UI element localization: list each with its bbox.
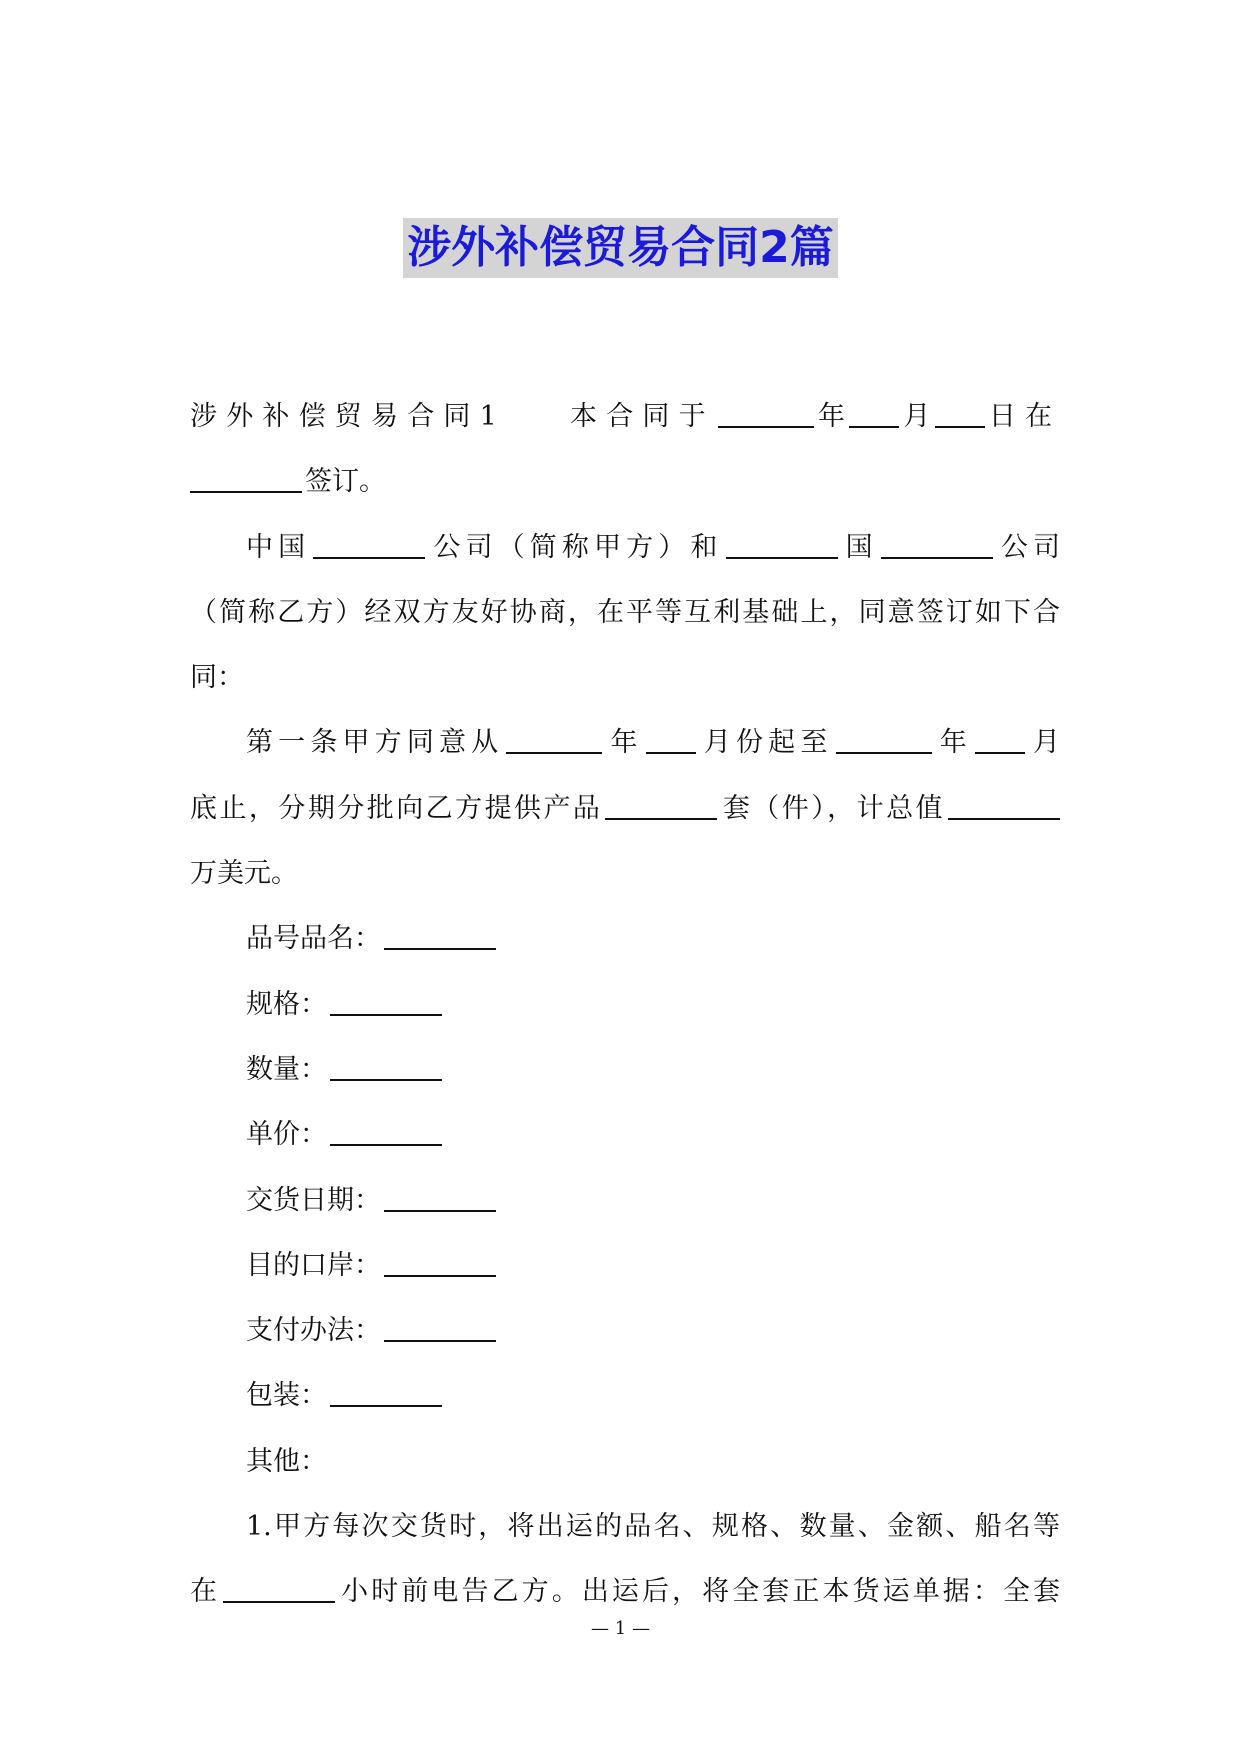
field-label: 其他： [246,1445,327,1477]
blank-field [948,794,1060,820]
text: 月份起至 [698,727,833,759]
document-body [190,384,1060,1625]
text: 公司（简称甲方）和 [428,531,723,563]
paragraph-line-18: 1.甲方每次交货时，将出运的品名、规格、数量、金额、船名等 [246,1511,1060,1543]
blank-field [935,402,985,428]
document-title: 涉外补偿贸易合同2篇 [403,218,838,278]
paragraph-line-4: （简称乙方）经双方友好协商，在平等互利基础上，同意签订如下合 [190,596,1060,628]
field-item-product-name [190,906,1060,971]
field-label: 交货日期： [246,1184,381,1216]
contract-heading: 涉外补偿贸易合同1 [190,401,505,432]
paragraph-line-5: 同： [190,662,244,694]
blank-field [646,728,696,754]
paragraph-line-19 [190,1559,1060,1624]
field-item-port [190,1233,1060,1298]
text: 本合同于 [568,401,715,432]
text: 日在 [987,401,1061,432]
blank-field [384,924,496,950]
field-item-quantity [190,1037,1060,1102]
paragraph-line-8: 万美元。 [190,858,298,890]
blank-field [190,467,302,493]
paragraph-line-1 [190,384,1060,449]
blank-field [313,533,425,559]
blank-field [384,1251,496,1277]
blank-field [605,794,717,820]
blank-field [975,728,1025,754]
paragraph-line-7 [190,776,1060,841]
field-label: 规格： [246,988,327,1020]
text: 中国 [246,531,311,563]
field-item-spec [190,972,1060,1037]
field-label: 数量： [246,1053,327,1085]
field-item-packing [190,1363,1060,1428]
text: 小时前电告乙方。出运后，将全套正本货运单据：全套 [338,1576,1061,1608]
blank-field [384,1186,496,1212]
field-item-other [190,1429,1060,1494]
blank-field [330,990,442,1016]
blank-field [330,1381,442,1407]
field-label: 目的口岸： [246,1249,381,1281]
field-item-payment [190,1298,1060,1363]
field-label: 支付办法： [246,1315,381,1347]
blank-field [726,533,838,559]
paragraph-line-2 [190,449,1060,514]
blank-field [836,728,932,754]
paragraph-line-3 [190,515,1060,580]
page-number: — 1 — [591,1618,650,1639]
text: 年 [934,727,972,759]
blank-field [849,402,899,428]
text: 年 [816,401,847,432]
text: 国 [840,531,878,563]
blank-field [223,1577,335,1603]
text: 在 [190,1576,221,1608]
text: 第一条甲方同意从 [246,727,504,759]
paragraph-line-6 [190,710,1060,775]
text: 月 [1027,727,1061,759]
field-label: 单价： [246,1119,327,1151]
blank-field [330,1055,442,1081]
blank-field [718,402,814,428]
text: 公司 [995,531,1060,563]
title-wrap [0,218,1241,278]
text: 签订。 [305,466,386,498]
blank-field [881,533,993,559]
text: 套（件），计总值 [720,792,945,824]
field-item-unit-price [190,1102,1060,1167]
text: 年 [605,727,643,759]
text: 月 [902,401,932,432]
blank-field [384,1316,496,1342]
text: 底止，分期分批向乙方提供产品 [190,792,603,824]
field-item-delivery-date [190,1168,1060,1233]
blank-field [330,1120,442,1146]
field-label: 品号品名： [246,923,381,955]
blank-field [506,728,602,754]
field-label: 包装： [246,1380,327,1412]
